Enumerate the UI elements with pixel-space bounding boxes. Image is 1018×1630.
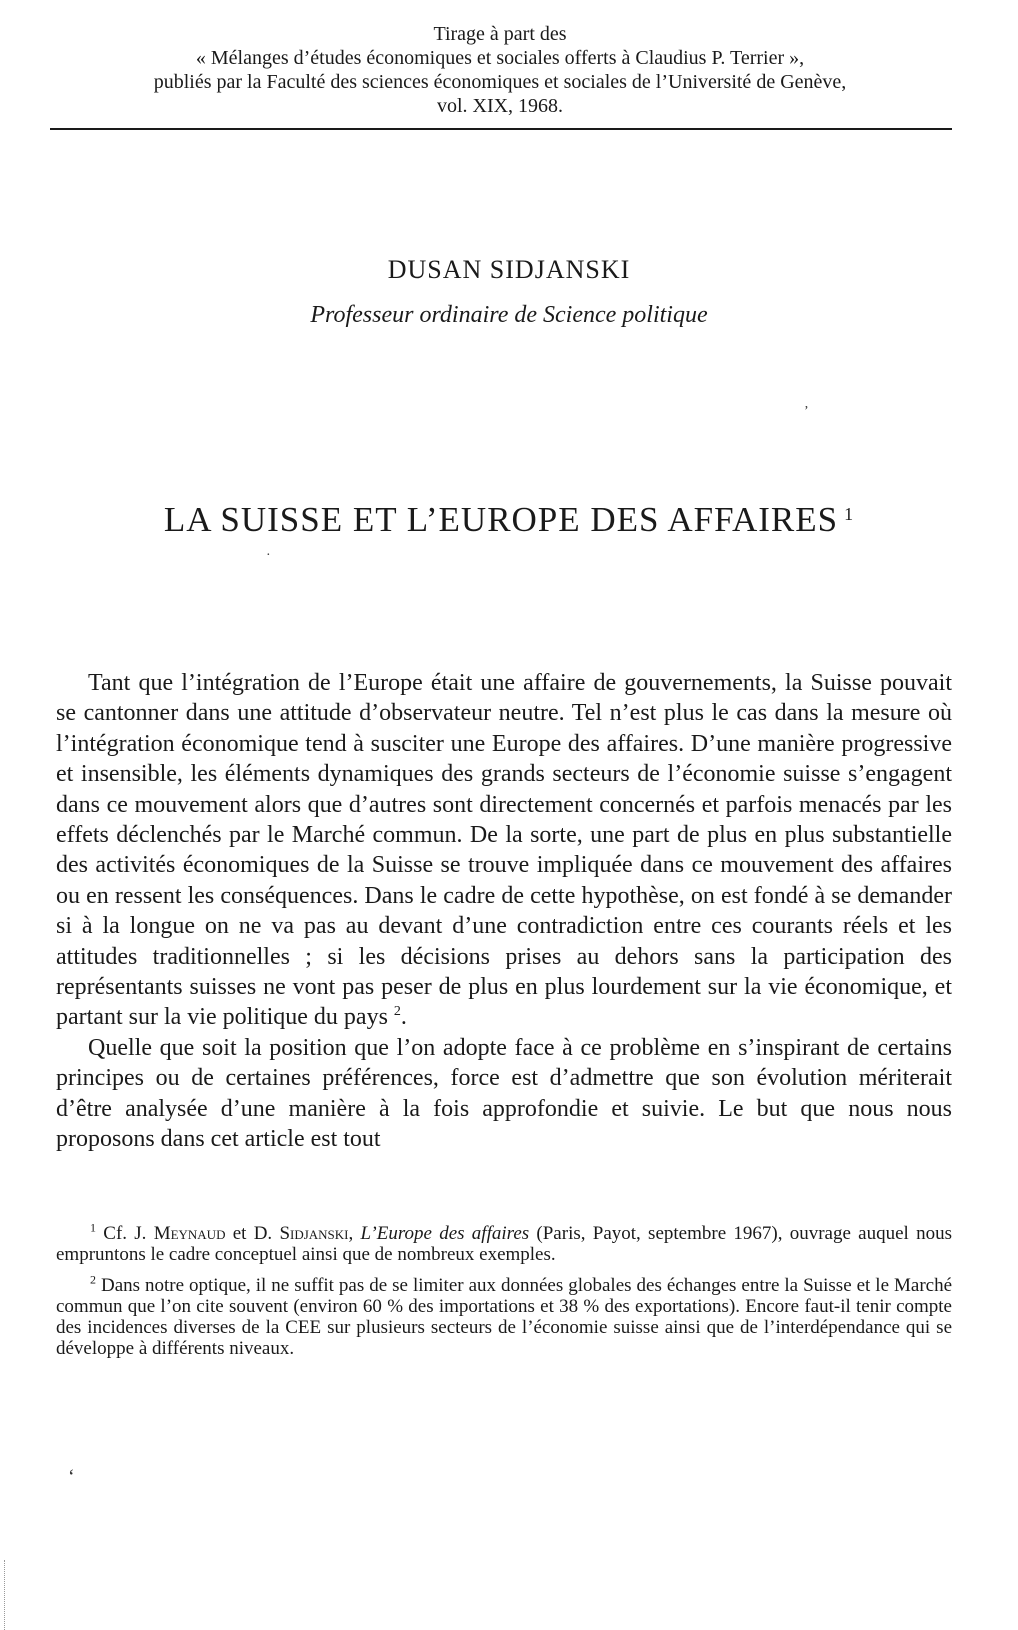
specks: ‘: [68, 1466, 75, 1488]
specks: ’: [804, 404, 809, 419]
footnote-1: [56, 1220, 952, 1265]
offprint-line-3: publiés par la Faculté des sciences économiques et sociales de l’Université de Genève,: [153, 71, 847, 93]
title-footnote-ref[interactable]: 1: [844, 504, 855, 524]
offprint-header: [50, 22, 950, 118]
paragraph-2: Quelle que soit la position que l’on adopte face à ce problème en s’inspirant de certains principes ou de certaines préférences, force est d’admettre que son évolution mériterait d’être analysée d’une manière à la fois approfondie et suivie. Le but que nous nous proposons dans cet article est tout: [56, 1034, 952, 1153]
paragraph-1-end: .: [400, 1004, 407, 1031]
author-name: DUSAN SIDJANSKI: [387, 255, 631, 284]
offprint-line-4: vol. XIX, 1968.: [436, 95, 564, 117]
footnote-1-number: 1: [90, 1220, 96, 1235]
offprint-line-2: « Mélanges d’études économiques et sociales offerts à Claudius P. Terrier »,: [195, 47, 805, 69]
footnote-ref-2[interactable]: 2: [393, 1004, 401, 1020]
footnote-1-and: et D.: [225, 1223, 280, 1244]
footnote-1-work-title: L’Europe des affaires: [360, 1223, 530, 1244]
footnote-2: [56, 1272, 953, 1359]
page-edge-marks: [4, 1560, 11, 1630]
footnote-2-number: 2: [90, 1272, 96, 1287]
paragraph-1-text: Tant que l’intégration de l’Europe était une affaire de gouvernements, la Suisse pouvait se cantonner dans une attitude d’observateur neutre. Tel n’est plus le cas dans la mesure où l’intégration économique tend à susciter une Europe des affaires. D’une manière progressive et insensible, les éléments dynamiques des grands secteurs de l’économie suisse s’engagent dans ce mouvement alors que d’autres sont directement concernés et parfois menacés par les effets déclenchés par le Marché commun. De la sorte, une part de plus en plus substantielle des activités économiques de la Suisse se trouve impliquée dans ce mouvement des affaires ou en ressent les conséquences. Dans le cadre de cette hypothèse, on est fondé à se demander si à la longue on ne va pas au devant d’une contradiction entre ces courants réels et les attitudes traditionnelles ; si les décisions prises au dehors sans la participation des représentants suisses ne vont pas peser de plus en plus lourdement sur la vie économique, et partant sur la vie politique du pays: [56, 670, 952, 1031]
paragraph-1: [56, 668, 952, 1033]
footnote-1-rest: (Paris, Payot, septembre 1967), ouvrage auquel nous empruntons le cadre conceptuel ainsi que de nombreux exemples.: [56, 1223, 952, 1265]
footnote-2-text: Dans notre optique, il ne suffit pas de se limiter aux données globales des échanges entre la Suisse et le Marché commun que l’on cite souvent (environ 60 % des importations et 38 % des exportations). Encore faut-il tenir compte des incidences diverses de la CEE sur plusieurs secteurs de l’économie suisse ainsi que de l’interdépendance qui se développe à différents niveaux.: [56, 1275, 953, 1359]
article-title-text: LA SUISSE ET L’EUROPE DES AFFAIRES: [163, 500, 839, 539]
article-title: [0, 500, 1018, 540]
footnote-1-author-1: Meynaud: [153, 1223, 226, 1244]
author-affiliation: Professeur ordinaire de Science politique: [310, 302, 708, 328]
footnotes: [56, 1220, 953, 1369]
footnote-1-prefix: Cf. J.: [103, 1223, 154, 1244]
article-body: [56, 668, 952, 1155]
footnote-1-author-2: Sidjanski: [279, 1223, 349, 1244]
header-rule: [50, 128, 952, 130]
specks: ·: [266, 548, 271, 563]
offprint-line-1: Tirage à part des: [433, 23, 567, 45]
footnote-1-comma: ,: [348, 1223, 361, 1244]
